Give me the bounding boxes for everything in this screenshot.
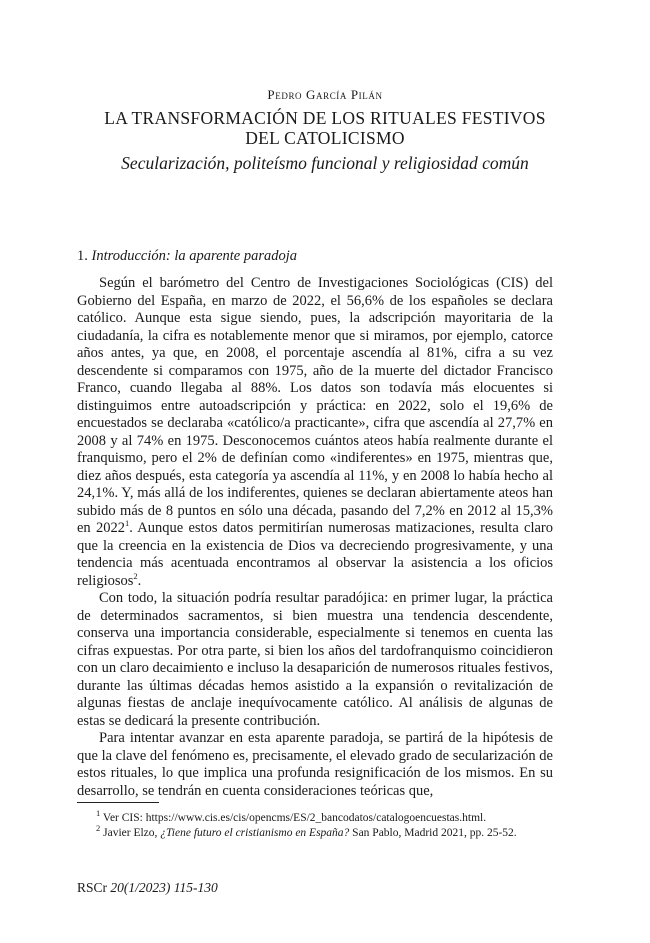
section-number: 1. bbox=[77, 248, 88, 264]
paragraph-1-part-c: . bbox=[137, 572, 142, 589]
journal-abbreviation: RSCr bbox=[77, 880, 108, 895]
footnote-1-number: 1 bbox=[96, 808, 101, 819]
footnote-1 bbox=[77, 808, 553, 826]
paragraph-2: Con todo, la situación podría resultar paradójica: en primer lugar, la práctica de determinados sacramentos, si bien muestra una tendencia descendente, conserva una importancia considerable, especialmente si tenemos en cuenta las cifras expuestas. Por otra parte, si bien los años del tardofranquismo coincidieron con un claro decaimiento e incluso la desaparición de numerosos rituales festivos, durante las últimas décadas hemos asistido a la expansión o revitalización de algunas fiestas de anclaje inequívocamente católico. Al análisis de algunas de estas se dedicará la presente contribución. bbox=[77, 590, 553, 729]
footnote-ref-2: 2 bbox=[133, 570, 138, 581]
article-title-line-1: LA TRANSFORMACIÓN DE LOS RITUALES FESTIVOS bbox=[104, 108, 546, 128]
paragraph-1-part-b: . Aunque estos datos permitirían numerosas matizaciones, resulta claro que la creencia en la existencia de Dios va decreciendo progresivamente, y una tendencia más acentuada encontramos al observar la asistencia a los oficios religiosos bbox=[77, 520, 554, 589]
running-footer bbox=[77, 880, 218, 896]
footnote-ref-1: 1 bbox=[124, 518, 130, 529]
footnote-2-prefix: Javier Elzo, bbox=[100, 827, 161, 839]
footnote-2-number: 2 bbox=[96, 823, 101, 834]
footnote-separator bbox=[77, 802, 159, 803]
article-title-line-2: DEL CATOLICISMO bbox=[245, 128, 405, 148]
footnotes bbox=[77, 808, 553, 841]
footnote-2-book-title: ¿Tiene futuro el cristianismo en España? bbox=[160, 827, 350, 839]
section-heading bbox=[77, 248, 297, 265]
journal-citation: 20(1/2023) 115-130 bbox=[110, 880, 218, 895]
paragraph-3: Para intentar avanzar en esta aparente paradoja, se partirá de la hipótesis de que la clave del fenómeno es, precisamente, el elevado grado de secularización de estos rituales, lo que implica una profunda resignificación de los mismos. En su desarrollo, se tendrán en cuenta consideraciones teóricas que, bbox=[77, 730, 553, 799]
article-subtitle: Secularización, politeísmo funcional y religiosidad común bbox=[121, 153, 529, 173]
author-name: Pedro García Pilán bbox=[267, 87, 383, 102]
body-text bbox=[77, 275, 553, 800]
footnote-1-text: Ver CIS: https://www.cis.es/cis/opencms/ES/2_bancodatos/catalogoencuestas.html. bbox=[100, 812, 487, 824]
paragraph-1-part-a: Según el barómetro del Centro de Investigaciones Sociológicas (CIS) del Gobierno del España, en marzo de 2022, el 56,6% de los españoles se declara católico. Aunque esta sigue siendo, pues, la adscripción mayoritaria de la ciudadanía, la cifra es notablemente menor que si miramos, por ejemplo, catorce años antes, ya que, en 2008, el porcentaje ascendía al 81%, cifra a su vez descendente si comparamos con 1975, año de la muerte del dictador Francisco Franco, cuando llegaba al 88%. Los datos son todavía más elocuentes si distinguimos entre autoadscripción y práctica: en 2022, solo el 19,6% de encuestados se declaraba «católico/a practicante», cifra que ascendía al 27,7% en 2008 y al 74% en 1975. Desconocemos cuántos ateos había realmente durante el franquismo, pero el 2% de definían como «indiferentes» en 1975, mientras que, diez años después, esta categoría ya ascendía al 11%, y en 2008 lo había hecho al 24,1%. Y, más allá de los indiferentes, quienes se declaran abiertamente ateos han subido más de 8 puntos en sólo una década, pasando del 7,2% en 2012 al 15,3% en 2022 bbox=[77, 275, 553, 536]
article-title bbox=[0, 108, 650, 148]
footnote-2 bbox=[77, 823, 553, 841]
paragraph-1 bbox=[77, 275, 553, 590]
footnote-2-suffix: San Pablo, Madrid 2021, pp. 25-52. bbox=[349, 827, 517, 839]
section-title: Introducción: la aparente paradoja bbox=[91, 248, 298, 264]
